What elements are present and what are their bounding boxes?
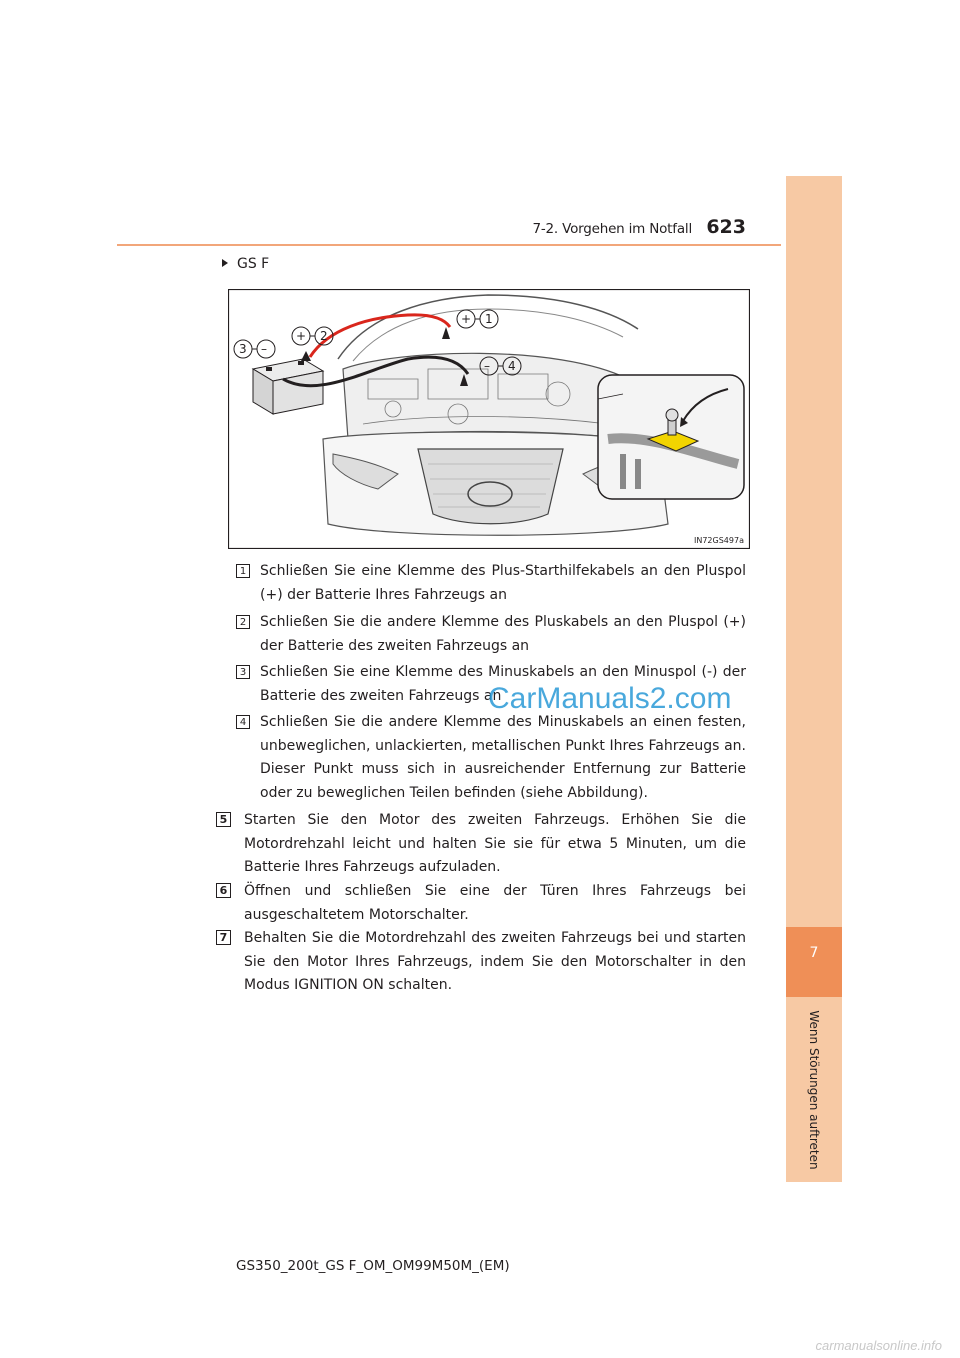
substep-number: 4 [236,715,250,729]
ground-point-inset [598,375,744,499]
step-7 [216,927,746,998]
svg-text:+: + [461,312,472,326]
triangle-bullet-icon [222,259,228,267]
substep-text: Schließen Sie die andere Klemme des Minuskabels an einen festen, unbeweglichen, unlackierten, metallischen Punkt Ihres Fahrzeugs an. Dieser Punkt muss sich in ausreichender Entfernung zur Batterie oder zu beweglichen Teilen befinden (siehe Abbildung). [260,714,746,801]
step-text: Behalten Sie die Motordrehzahl des zweiten Fahrzeugs bei und starten Sie den Motor Ihres Fahrzeugs, indem Sie den Motorschalter in den Modus IGNITION ON schalten. [244,930,746,993]
step-number: 5 [216,812,231,827]
figure-code: IN72GS497a [694,536,744,545]
document-code-footer: GS350_200t_GS F_OM_OM99M50M_(EM) [236,1258,510,1274]
svg-text:4: 4 [508,359,516,373]
substep-text: Schließen Sie die andere Klemme des Pluskabels an den Pluspol (+) der Batterie des zweiten Fahrzeugs an [260,614,746,654]
watermark-center: CarManuals2.com [488,682,732,715]
step-text: Starten Sie den Motor des zweiten Fahrzeugs. Erhöhen Sie die Motordrehzahl leicht und halten Sie sie für etwa 5 Minuten, um die Batterie Ihres Fahrzeugs aufzuladen. [244,812,746,875]
svg-text:1: 1 [485,312,493,326]
step-5 [216,809,746,880]
section-heading-text: GS F [237,256,270,272]
watermark-corner: carmanualsonline.info [815,1338,942,1353]
step-6 [216,880,746,927]
step-text: Öffnen und schließen Sie eine der Türen Ihres Fahrzeugs bei ausgeschaltetem Motorschalter. [244,883,746,923]
svg-text:2: 2 [320,329,328,343]
substep-number: 3 [236,665,250,679]
substep-text: Schließen Sie eine Klemme des Minuskabels an den Minuspol (-) der Batterie des zweiten Fahrzeugs an [260,664,746,704]
chapter-number: 7 [809,945,819,961]
svg-text:+: + [296,329,307,343]
svg-text:–: – [261,342,267,356]
header-section-title: 7-2. Vorgehen im Notfall [532,221,692,237]
substep-number: 1 [236,564,250,578]
chapter-tab-active[interactable] [786,927,842,997]
svg-text:–: – [484,359,490,373]
jump-start-illustration [228,289,750,549]
substep-1 [236,560,746,607]
svg-text:3: 3 [239,342,247,356]
step-number: 6 [216,883,231,898]
header-rule [117,244,781,246]
page-number: 623 [706,216,746,238]
substep-2 [236,611,746,658]
substep-4 [236,711,746,805]
section-heading [222,256,269,272]
substep-text: Schließen Sie eine Klemme des Plus-Starthilfekabels an den Pluspol (+) der Batterie Ihres Fahrzeugs an [260,563,746,603]
chapter-label: Wenn Störungen auftreten [807,1010,821,1170]
step-number: 7 [216,930,231,945]
substep-number: 2 [236,615,250,629]
